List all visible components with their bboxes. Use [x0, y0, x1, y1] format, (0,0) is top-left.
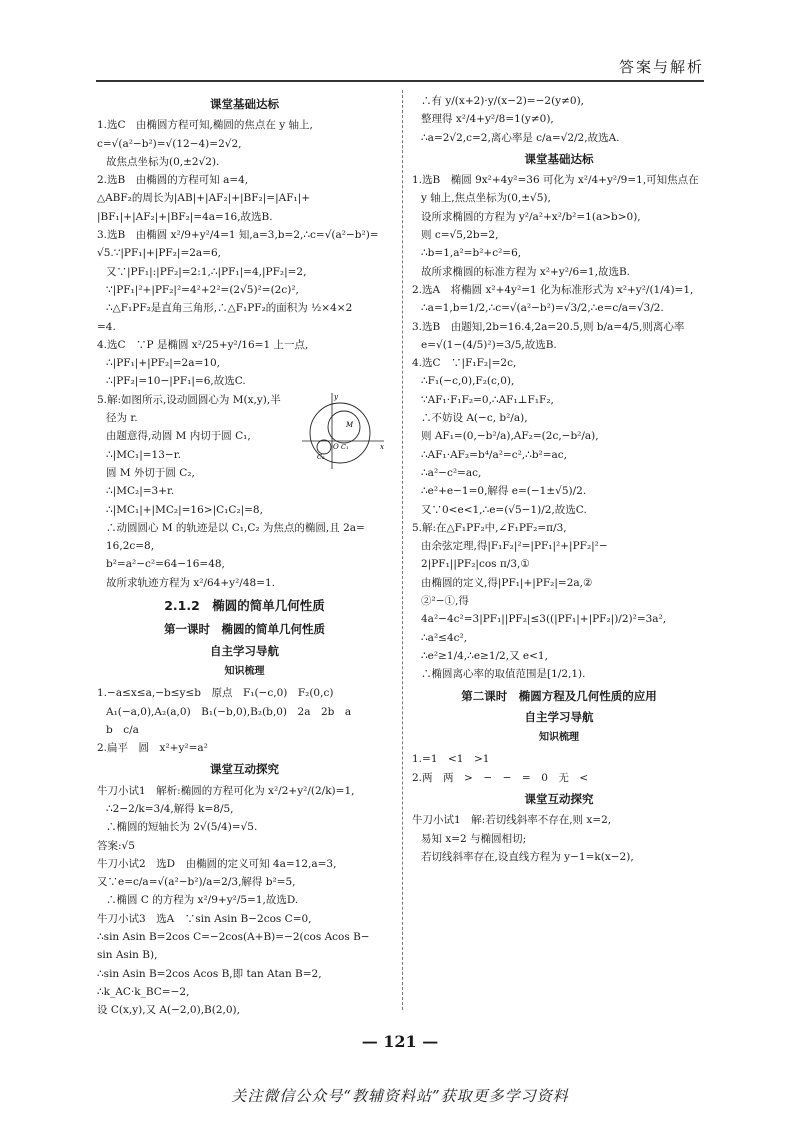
header-title: 答案与解析: [618, 58, 704, 76]
answer-line: 5.解:如图所示,设动圆圆心为 M(x,y),半: [97, 393, 281, 406]
answer-line: 又∵|PF₁|:|PF₂|=2:1,∴|PF₁|=4,|PF₂|=2,: [106, 265, 307, 278]
answer-line: ∴椭圆的短轴长为 2√(5/4)=√5.: [106, 821, 258, 834]
fig-label-c1: C₁: [341, 442, 349, 451]
answer-line: 1.选C 由椭圆方程可知,椭圆的焦点在 y 轴上,: [97, 119, 313, 132]
answer-line: y 轴上,焦点坐标为(0,±√5),: [421, 192, 551, 205]
answer-line: 2.扁平 圆 x²+y²=a²: [97, 742, 208, 755]
answer-line: ∴F₁(−c,0),F₂(c,0),: [421, 375, 515, 388]
circle-m: [328, 411, 360, 443]
answer-line: 1.=1 <1 >1: [412, 753, 490, 766]
section-heading: 自主学习导航: [210, 643, 279, 658]
answer-line: 易知 x=2 与椭圆相切;: [421, 832, 527, 845]
answer-line: ∴a²−c²=ac,: [421, 466, 482, 479]
lesson-title: 第二课时 椭圆方程及几何性质的应用: [461, 688, 657, 703]
answer-line: ∴sin Asin B=2cos Acos B,即 tan Atan B=2,: [97, 967, 322, 980]
answer-line: 设 C(x,y),又 A(−2,0),B(2,0),: [97, 1004, 240, 1017]
answer-line: ∴|MC₁|=13−r.: [106, 448, 181, 461]
answer-line: ∴a²≤4c²,: [421, 631, 468, 644]
answer-line: ∴椭圆 C 的方程为 x²/9+y²/5=1,故选D.: [106, 894, 299, 907]
answer-line: 又∵e=c/a=√(a²−b²)/a=2/3,解得 b²=5,: [97, 876, 296, 889]
answer-line: ∴|MC₁|+|MC₂|=16>|C₁C₂|=8,: [106, 503, 263, 516]
answer-line: ∴b=1,a²=b²+c²=6,: [421, 247, 522, 260]
answer-line: ∴|MC₂|=3+r.: [106, 485, 175, 498]
answer-line: 故所求轨迹方程为 x²/64+y²/48=1.: [106, 576, 276, 589]
section-heading: 自主学习导航: [524, 709, 594, 724]
lesson-title: 第一课时 椭圆的简单几何性质: [164, 622, 325, 637]
subsection-heading: 知识梳理: [539, 732, 579, 744]
answer-line: ∴k_AC·k_BC=−2,: [97, 985, 190, 998]
answer-line: ∴AF₁·AF₂=b⁴/a²=c²,∴b²=ac,: [421, 448, 568, 461]
answer-line: b c/a: [106, 723, 139, 736]
section-heading: 课堂互动探究: [210, 762, 279, 777]
answer-line: ∴有 y/(x+2)·y/(x−2)=−2(y≠0),: [421, 95, 585, 107]
answer-line: ∴e²≥1/4,∴e≥1/2,又 e<1,: [421, 649, 548, 662]
answer-line: 4a²−4c²=3|PF₁||PF₂|≤3((|PF₁|+|PF₂|)/2)²=3a²,: [421, 613, 667, 626]
answer-line: 若切线斜率存在,设直线方程为 y−1=k(x−2),: [421, 850, 634, 863]
answer-line: e=√(1−(4/5)²)=3/5,故选B.: [421, 338, 557, 351]
circle-c2: [317, 440, 331, 454]
answer-line: 1.−a≤x≤a,−b≤y≤b 原点 F₁(−c,0) F₂(0,c): [97, 687, 334, 700]
answer-line: ∴2−2/k=3/4,解得 k=8/5,: [106, 802, 234, 815]
answer-line: 2.选B 由椭圆的方程可知 a=4,: [97, 174, 249, 187]
section-heading: 2.1.2 椭圆的简单几何性质: [164, 598, 325, 614]
answer-line: sin Asin B),: [97, 949, 158, 962]
footer-note: 关注微信公众号“教辅资料站”获取更多学习资料: [231, 1087, 569, 1105]
right-column: [412, 92, 706, 866]
answer-line: =4.: [97, 320, 116, 333]
answer-line: ∵|PF₁|²+|PF₂|²=4²+2²=(2√5)²=(2c)²,: [106, 283, 299, 296]
answer-line: 3.选B 由题知,2b=16.4,2a=20.5,则 b/a=4/5,则离心率: [412, 320, 685, 333]
answer-line: ∴不妨设 A(−c, b²/a),: [421, 412, 528, 425]
column-divider: [402, 90, 403, 1010]
section-heading: 课堂基础达标: [210, 97, 279, 111]
fig-label-m: M: [346, 420, 354, 429]
answer-line: ∴椭圆离心率的取值范围是[1/2,1).: [421, 668, 586, 681]
fig-label-x: x: [380, 442, 384, 451]
answer-line: ②²−①,得: [421, 595, 469, 608]
circle-figure: [298, 391, 388, 471]
answer-line: 则 AF₁=(0,−b²/a),AF₂=(2c,−b²/a),: [421, 430, 599, 443]
answer-line: ∴a=2√2,c=2,离心率是 c/a=√2/2,故选A.: [421, 131, 620, 144]
answer-line: ∴a=1,b=1/2,∴c=√(a²−b²)=√3/2,∴e=c/a=√3/2.: [421, 302, 664, 315]
section-heading: 课堂互动探究: [524, 791, 594, 806]
answer-line: 由椭圆的定义,得|PF₁|+|PF₂|=2a,②: [421, 576, 593, 589]
answer-line: 5.解:在△F₁PF₂中,∠F₁PF₂=π/3,: [412, 521, 567, 534]
answer-line: 2.选A 将椭圆 x²+4y²=1 化为标准形式为 x²+y²/(1/4)=1,: [412, 283, 694, 296]
fig-label-y: y: [334, 392, 338, 401]
answer-line: ∴sin Asin B=2cos C=−2cos(A+B)=−2(cos Acos B−: [97, 931, 370, 944]
answer-line: 由余弦定理,得|F₁F₂|²=|PF₁|²+|PF₂|²−: [421, 540, 608, 553]
answer-line: 故焦点坐标为(0,±2√2).: [106, 155, 220, 168]
answer-line: 2.两 两 > − − = 0 无 <: [412, 771, 589, 784]
answer-line: 2|PF₁||PF₂|cos π/3,①: [421, 558, 530, 571]
answer-line: ∴e²+e−1=0,解得 e=(−1±√5)/2.: [421, 485, 587, 498]
answer-line: 答案:√5: [97, 839, 135, 852]
answer-line: |BF₁|+|AF₂|+|BF₂|=4a=16,故选B.: [97, 210, 273, 223]
page-header: [96, 50, 704, 82]
answer-line: 4.选C ∵|F₁F₂|=2c,: [412, 357, 517, 370]
answer-line: ∴△F₁PF₂是直角三角形,∴△F₁PF₂的面积为 ½×4×2: [106, 302, 353, 315]
answer-line: 又∵0<e<1,∴e=(√5−1)/2,故选C.: [421, 503, 587, 516]
answer-line: 牛刀小试2 选D 由椭圆的定义可知 4a=12,a=3,: [97, 857, 337, 870]
answer-line: 整理得 x²/4+y²/8=1(y≠0),: [421, 113, 554, 126]
answer-line: 设所求椭圆的方程为 y²/a²+x²/b²=1(a>b>0),: [421, 210, 641, 223]
answer-line: 故所求椭圆的标准方程为 x²+y²/6=1,故选B.: [421, 265, 630, 278]
answer-line: 牛刀小试1 解析:椭圆的方程可化为 x²/2+y²/(2/k)=1,: [97, 784, 355, 797]
answer-line: 径为 r.: [106, 412, 138, 425]
page-number: — 121 —: [361, 1032, 439, 1051]
answer-line: 牛刀小试3 选A ∵sin Asin B−2cos C=0,: [97, 912, 312, 925]
answer-line: ∴|PF₁|+|PF₂|=2a=10,: [106, 357, 220, 370]
fig-label-c2: C₂: [317, 452, 325, 461]
subsection-heading: 知识梳理: [224, 665, 265, 677]
answer-line: ∴|PF₂|=10−|PF₁|=6,故选C.: [106, 375, 246, 388]
answer-line: c=√(a²−b²)=√(12−4)=2√2,: [97, 137, 242, 150]
answer-line: b²=a²−c²=64−16=48,: [106, 558, 225, 571]
answer-line: ∴动圆圆心 M 的轨迹是以 C₁,C₂ 为焦点的椭圆,且 2a=: [106, 521, 365, 534]
answer-line: 则 c=√5,2b=2,: [421, 229, 499, 242]
answer-line: 圆 M 外切于圆 C₂,: [106, 466, 195, 479]
fig-label-o: O: [333, 442, 339, 451]
answer-line: ∵AF₁·F₁F₂=0,∴AF₁⊥F₁F₂,: [421, 393, 554, 406]
answer-line: 4.选C ∵P 是椭圆 x²/25+y²/16=1 上一点,: [97, 338, 309, 351]
answer-line: 16,2c=8,: [106, 540, 155, 553]
answer-line: 1.选B 椭圆 9x²+4y²=36 可化为 x²/4+y²/9=1,可知焦点在: [412, 174, 699, 187]
answer-line: A₁(−a,0),A₂(a,0) B₁(−b,0),B₂(b,0) 2a 2b a: [106, 705, 352, 718]
answer-line: √5.∵|PF₁|+|PF₂|=2a=6,: [97, 247, 222, 260]
section-heading: 课堂基础达标: [524, 151, 594, 166]
answer-line: △ABF₂的周长为|AB|+|AF₂|+|BF₂|=|AF₁|+: [97, 192, 311, 205]
answer-line: 由题意得,动圆 M 内切于圆 C₁,: [106, 430, 251, 443]
answer-line: 3.选B 由椭圆 x²/9+y²/4=1 知,a=3,b=2,∴c=√(a²−b²)=: [97, 229, 379, 242]
left-column: [97, 92, 392, 1020]
answer-line: 牛刀小试1 解:若切线斜率不存在,则 x=2,: [412, 814, 612, 827]
